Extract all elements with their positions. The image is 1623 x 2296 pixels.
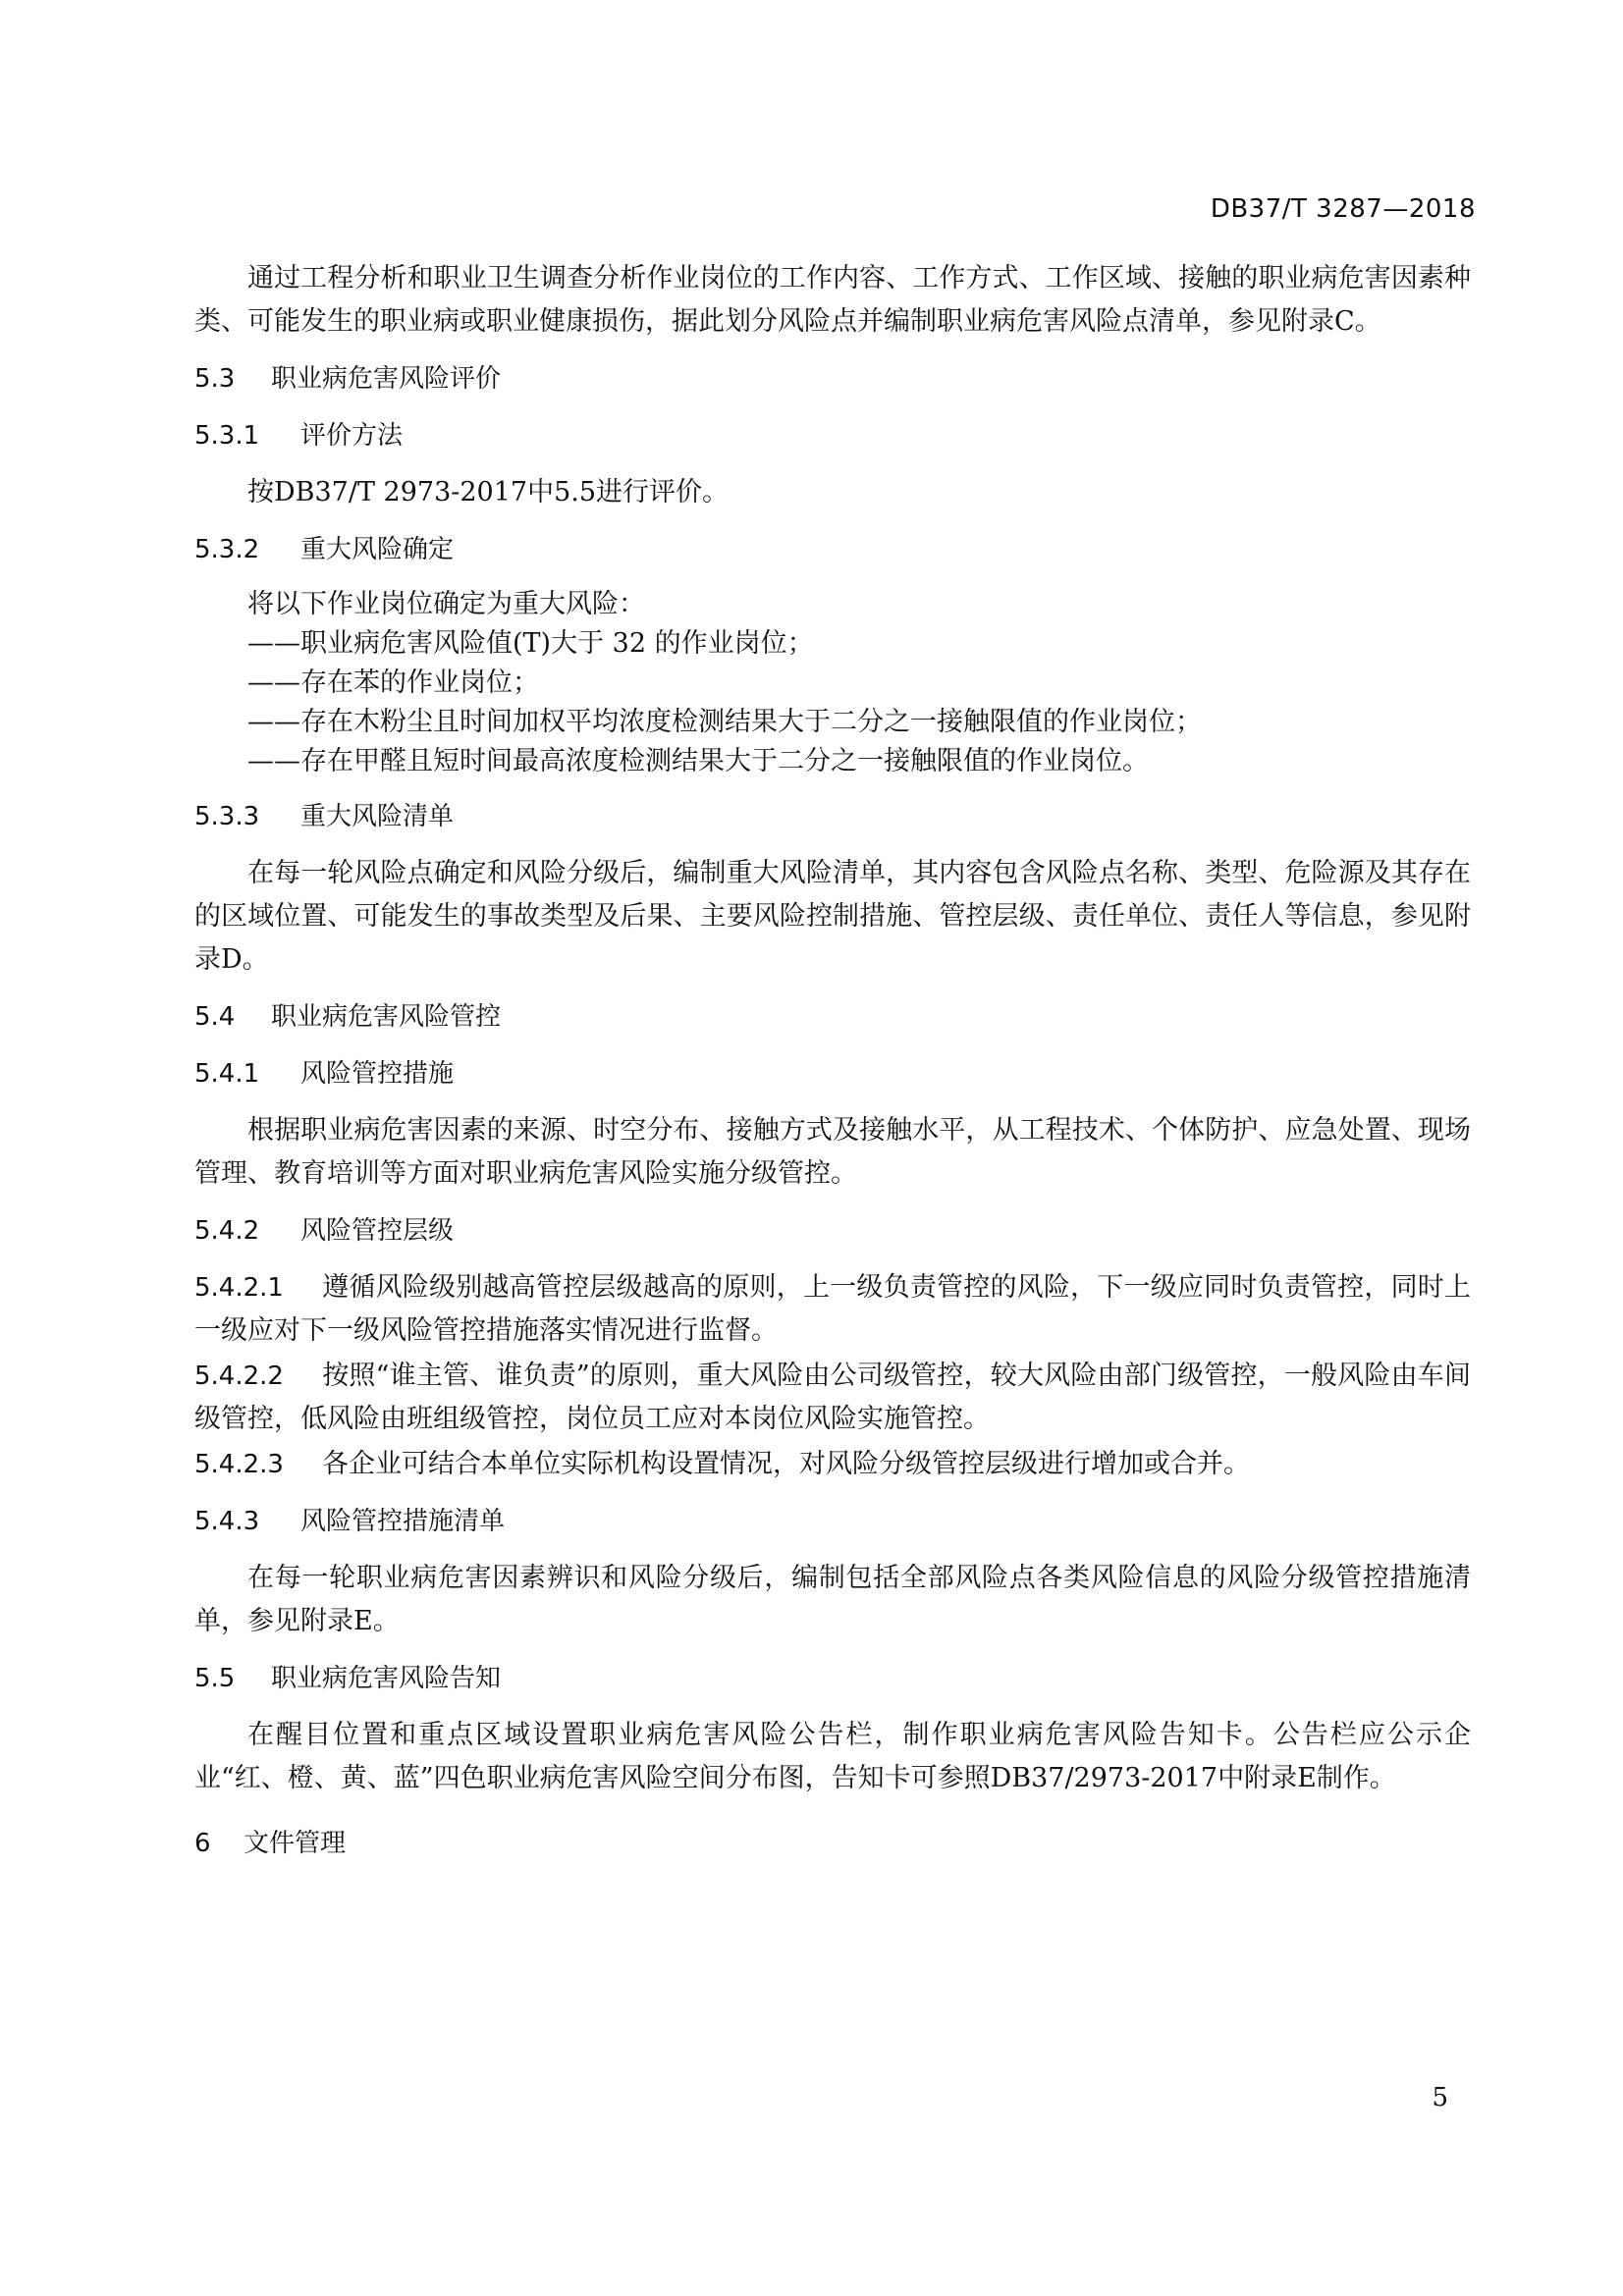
section-title: 文件管理	[243, 1829, 347, 1858]
document-code-header: DB37/T 3287—2018	[1210, 194, 1476, 224]
section-number: 5.3.1	[194, 421, 260, 451]
section-number: 5.4.3	[194, 1507, 260, 1536]
clause-text: 按照“谁主管、谁负责”的原则，重大风险由公司级管控，较大风险由部门级管控，一般风险由车间级管控，低风险由班组级管控，岗位员工应对本岗位风险实施管控。	[194, 1361, 1471, 1434]
list-lead: 将以下作业岗位确定为重大风险：	[247, 589, 645, 619]
clause-5-4-2-1	[194, 1266, 1471, 1353]
clause-number: 5.4.2.1	[194, 1273, 284, 1303]
clause-number: 5.4.2.2	[194, 1362, 284, 1391]
section-heading-5-3-2	[194, 528, 1471, 571]
paragraph-control-measure-list: 在每一轮职业病危害因素辨识和风险分级后，编制包括全部风险点各类风险信息的风险分级管控措施清单，参见附录E。	[194, 1563, 1471, 1636]
section-number: 5.3.2	[194, 535, 260, 564]
clause-5-4-2-2	[194, 1355, 1471, 1441]
page-number: 5	[1432, 2083, 1448, 2112]
section-heading-6	[194, 1822, 1471, 1865]
clause-5-4-2-3	[194, 1443, 1471, 1486]
list-item: ——存在苯的作业岗位；	[247, 667, 539, 698]
section-title: 重大风险确定	[300, 535, 455, 564]
section-title: 风险管控措施清单	[300, 1507, 506, 1536]
section-number: 5.4.1	[194, 1059, 260, 1089]
section-number: 5.3	[194, 364, 236, 394]
clause-number: 5.4.2.3	[194, 1450, 284, 1479]
section-heading-5-3-3	[194, 795, 1471, 838]
paragraph-control-measures: 根据职业病危害因素的来源、时空分布、接触方式及接触水平，从工程技术、个体防护、应急处置、现场管理、教育培训等方面对职业病危害风险实施分级管控。	[194, 1115, 1471, 1189]
clause-text: 遵循风险级别越高管控层级越高的原则，上一级负责管控的风险，下一级应同时负责管控，同时上一级应对下一级风险管控措施落实情况进行监督。	[194, 1272, 1471, 1346]
section-title: 职业病危害风险管控	[271, 1002, 502, 1032]
section-title: 风险管控层级	[300, 1216, 455, 1246]
section-title: 职业病危害风险评价	[271, 364, 502, 394]
section-number: 5.4.2	[194, 1216, 260, 1246]
paragraph-major-risk-list: 在每一轮风险点确定和风险分级后，编制重大风险清单，其内容包含风险点名称、类型、危险源及其存在的区域位置、可能发生的事故类型及后果、主要风险控制措施、管控层级、责任单位、责任人等信息，参见附录D。	[194, 858, 1471, 975]
major-risk-criteria-list	[194, 585, 1471, 781]
section-title: 重大风险清单	[300, 802, 455, 831]
list-item: ——职业病危害风险值(T)大于 32 的作业岗位；	[247, 628, 814, 659]
clause-text: 各企业可结合本单位实际机构设置情况，对风险分级管控层级进行增加或合并。	[322, 1449, 1250, 1479]
section-heading-5-4-3	[194, 1500, 1471, 1543]
section-title: 职业病危害风险告知	[271, 1664, 502, 1693]
section-number: 5.4	[194, 1002, 236, 1032]
section-heading-5-3	[194, 357, 1471, 400]
section-title: 风险管控措施	[300, 1059, 455, 1089]
list-item: ——存在木粉尘且时间加权平均浓度检测结果大于二分之一接触限值的作业岗位；	[247, 707, 1202, 737]
section-heading-5-4-2	[194, 1209, 1471, 1253]
list-item: ——存在甲醛且短时间最高浓度检测结果大于二分之一接触限值的作业岗位。	[247, 746, 1149, 776]
section-title: 评价方法	[300, 421, 404, 451]
page-body	[194, 257, 1471, 1879]
section-heading-5-5	[194, 1657, 1471, 1700]
paragraph-risk-notification: 在醒目位置和重点区域设置职业病危害风险公告栏，制作职业病危害风险告知卡。公告栏应公示企业“红、橙、黄、蓝”四色职业病危害风险空间分布图，告知卡可参照DB37/2973-2017中附录E制作。	[194, 1720, 1471, 1793]
section-number: 5.5	[194, 1664, 236, 1693]
paragraph-risk-point-division: 通过工程分析和职业卫生调查分析作业岗位的工作内容、工作方式、工作区域、接触的职业病危害因素种类、可能发生的职业病或职业健康损伤，据此划分风险点并编制职业病危害风险点清单，参见附录C。	[194, 263, 1471, 337]
section-number: 6	[194, 1829, 211, 1858]
section-heading-5-4	[194, 995, 1471, 1039]
section-heading-5-3-1	[194, 414, 1471, 457]
section-number: 5.3.3	[194, 802, 260, 831]
section-heading-5-4-1	[194, 1052, 1471, 1095]
paragraph-evaluation-method: 按DB37/T 2973-2017中5.5进行评价。	[247, 477, 730, 507]
